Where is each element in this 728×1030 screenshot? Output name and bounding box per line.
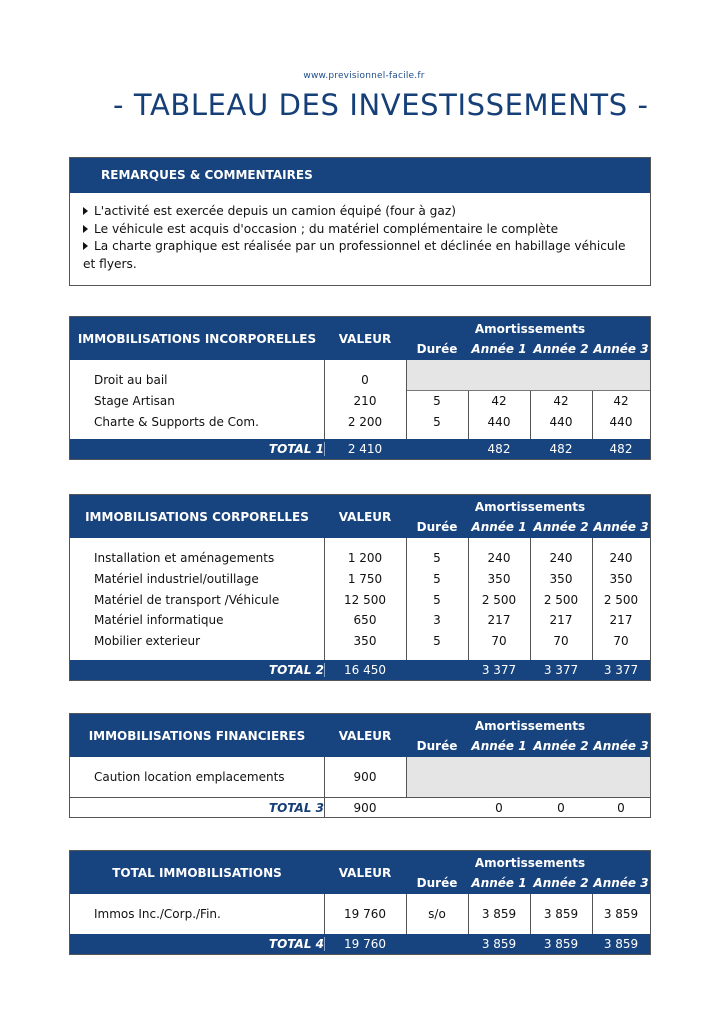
total-row: TOTAL 3 900 0 0 0	[70, 797, 650, 817]
remark-line: et flyers.	[83, 256, 137, 271]
table-header	[70, 495, 650, 538]
col-annee2: Année 2	[533, 342, 589, 356]
table-row: Mobilier exterieur 350 5 70 70 70	[94, 634, 629, 649]
total-label: TOTAL 2	[268, 662, 324, 677]
table-body	[70, 894, 650, 934]
col-amortissements: Amortissements	[474, 719, 586, 733]
col-annee2: Année 2	[533, 739, 589, 753]
col-annee3: Année 3	[593, 739, 649, 753]
site-url[interactable]: www.previsionnel-facile.fr	[303, 71, 425, 81]
table-row: Matériel de transport /Véhicule 12 500 5 2 500 2 500 2 500	[94, 592, 639, 607]
page-title: - TABLEAU DES INVESTISSEMENTS -	[113, 88, 649, 122]
bullet-arrow-icon	[83, 207, 88, 215]
table-row: Droit au bail 0	[94, 373, 369, 387]
total-label: TOTAL 1	[268, 442, 324, 457]
col-annee1: Année 1	[471, 342, 527, 356]
table-body	[70, 360, 650, 439]
table-header	[70, 851, 650, 894]
col-duree: Durée	[416, 739, 458, 753]
corporelles-table	[69, 494, 651, 681]
bullet-arrow-icon	[83, 225, 88, 233]
col-annee3: Année 3	[593, 342, 649, 356]
remark-line: L'activité est exercée depuis un camion équipé (four à gaz)	[83, 203, 642, 221]
financieres-table	[69, 713, 651, 818]
table-row: Immos Inc./Corp./Fin. 19 760 s/o 3 859 3 859 3 859	[94, 907, 639, 921]
bullet-arrow-icon	[83, 242, 88, 250]
col-amortissements: Amortissements	[474, 856, 586, 870]
col-annee1: Année 1	[471, 876, 527, 890]
table-header	[70, 317, 650, 360]
col-amortissements: Amortissements	[474, 322, 586, 336]
table-header	[70, 714, 650, 757]
col-valeur: VALEUR	[338, 509, 392, 524]
remarks-header: REMARQUES & COMMENTAIRES	[70, 158, 650, 193]
total-row: TOTAL 4 19 760 3 859 3 859 3 859	[70, 934, 650, 954]
table-row: Stage Artisan 210 5 42 42 42	[94, 393, 629, 408]
total-label: TOTAL 3	[268, 801, 324, 815]
col-annee2: Année 2	[533, 520, 589, 534]
table-body	[70, 538, 650, 660]
remark-line: La charte graphique est réalisée par un professionnel et déclinée en habillage véhicule	[83, 238, 642, 256]
table-row: Caution location emplacements 900	[94, 770, 377, 784]
table-row: Charte & Supports de Com. 2 200 5 440 440 440	[94, 414, 633, 429]
col-duree: Durée	[416, 520, 458, 534]
col-amortissements: Amortissements	[474, 500, 586, 514]
section-title: TOTAL IMMOBILISATIONS	[112, 865, 282, 880]
total-row: TOTAL 2 16 450 3 377 3 377 3 377	[70, 660, 650, 680]
remarks-body	[70, 193, 650, 273]
incorporelles-table	[69, 316, 651, 460]
col-annee2: Année 2	[533, 876, 589, 890]
col-valeur: VALEUR	[338, 331, 392, 346]
col-annee1: Année 1	[471, 739, 527, 753]
table-row: Matériel industriel/outillage 1 750 5 350 350 350	[94, 571, 633, 586]
col-valeur: VALEUR	[338, 865, 392, 880]
col-annee3: Année 3	[593, 876, 649, 890]
table-row: Installation et aménagements 1 200 5 240 240 240	[94, 551, 633, 565]
col-annee3: Année 3	[593, 520, 649, 534]
total-label: TOTAL 4	[268, 937, 324, 951]
total-immobilisations-table	[69, 850, 651, 955]
col-valeur: VALEUR	[338, 728, 392, 743]
remarks-box	[69, 157, 651, 286]
remark-line: Le véhicule est acquis d'occasion ; du matériel complémentaire le complète	[83, 221, 642, 239]
col-duree: Durée	[416, 876, 458, 890]
col-annee1: Année 1	[471, 520, 527, 534]
section-title: IMMOBILISATIONS CORPORELLES	[85, 509, 309, 524]
section-title: IMMOBILISATIONS INCORPORELLES	[77, 331, 317, 346]
table-row: Matériel informatique 650 3 217 217 217	[94, 613, 633, 628]
total-row: TOTAL 1 2 410 482 482 482	[70, 439, 650, 459]
col-duree: Durée	[416, 342, 458, 356]
table-body	[70, 757, 650, 797]
section-title: IMMOBILISATIONS FINANCIERES	[88, 728, 306, 743]
